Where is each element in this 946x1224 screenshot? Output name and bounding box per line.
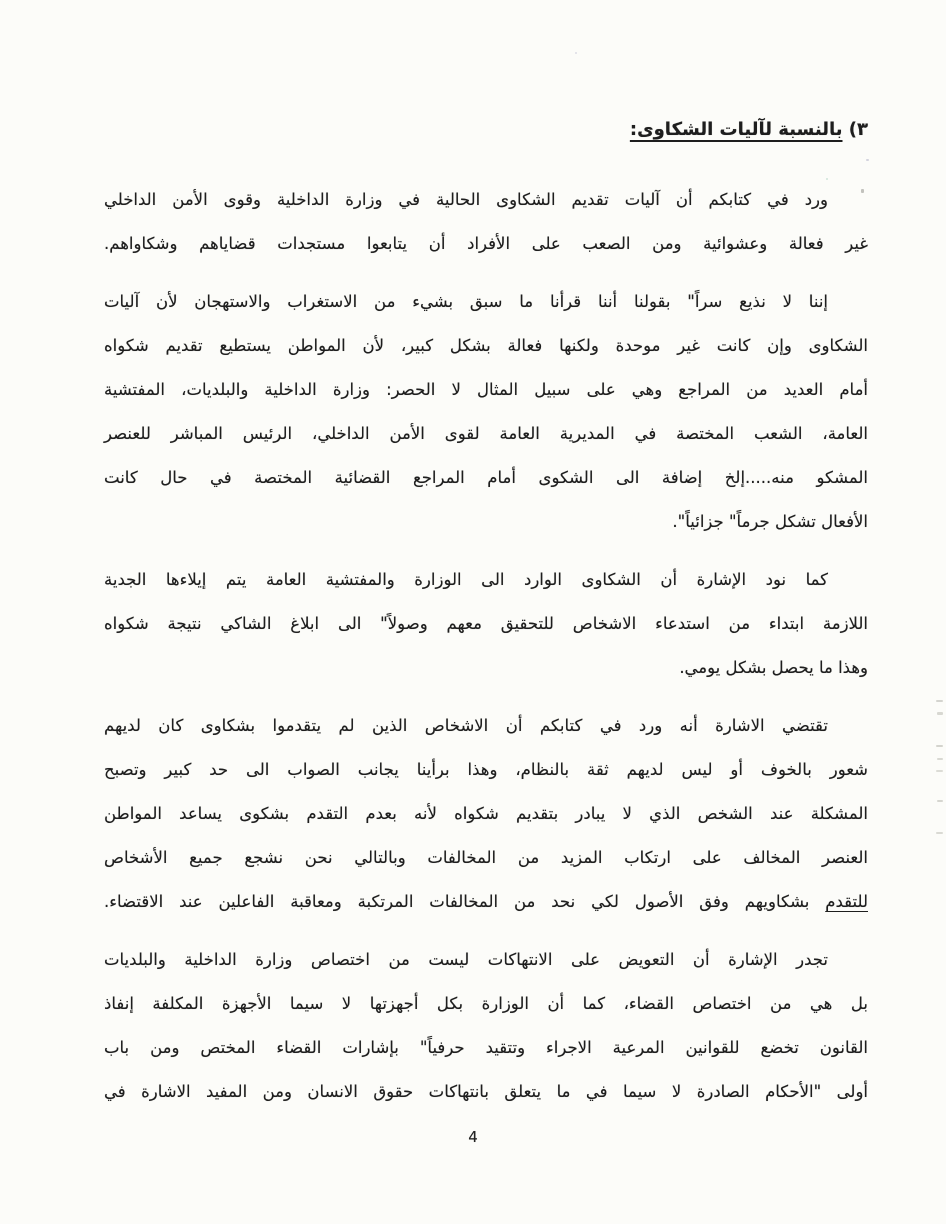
- text-line: [104, 880, 868, 924]
- text-line: [104, 178, 868, 222]
- text-line: [104, 602, 868, 646]
- line-text: بشكاويهم وفق الأصول لكي نحد من المخالفات المرتكبة ومعاقبة الفاعلين عند الاقتضاء.: [104, 892, 826, 911]
- paragraph: [104, 558, 868, 690]
- text-line: [104, 792, 868, 836]
- line-text: غير فعالة وعشوائية ومن الصعب على الأفراد أن يتابعوا مستجدات قضاياهم وشكاواهم.: [104, 234, 868, 253]
- scan-artifact: [936, 745, 943, 747]
- scan-artifact: [936, 770, 943, 772]
- line-text: الأفعال تشكل جرماً" جزائياً".: [672, 512, 868, 531]
- line-text: تقتضي الاشارة أنه ورد في كتابكم أن الاشخاص الذين لم يتقدموا بشكاوى كان لديهم: [104, 716, 828, 735]
- line-text: أولى "الأحكام الصادرة لا سيما في ما يتعلق بانتهاكات حقوق الانسان ومن المفيد الاشارة في: [104, 1082, 868, 1101]
- line-text: العنصر المخالف على ارتكاب المزيد من المخالفات وبالتالي نحن نشجع جميع الأشخاص: [104, 848, 868, 867]
- line-text: اللازمة ابتداء من استدعاء الاشخاص للتحقيق معهم وصولاً" الى ابلاغ الشاكي نتيجة شكواه: [104, 614, 868, 633]
- scan-artifact: [937, 712, 943, 715]
- line-text: العامة، الشعب المختصة في المديرية العامة لقوى الأمن الداخلي، الرئيس المباشر للعنصر: [104, 424, 868, 443]
- text-line: [104, 748, 868, 792]
- scan-artifact: [936, 700, 943, 702]
- text-line: [104, 938, 868, 982]
- text-line: [104, 982, 868, 1026]
- underlined-text: للتقدم: [825, 892, 868, 911]
- paragraph: [104, 938, 868, 1114]
- section-heading: [104, 116, 868, 144]
- line-text: ورد في كتابكم أن آليات تقديم الشكاوى الحالية في وزارة الداخلية وقوى الأمن الداخلي: [104, 190, 828, 209]
- text-line: [104, 324, 868, 368]
- text-line: [104, 500, 868, 544]
- heading-title: بالنسبة لآليات الشكاوى:: [629, 119, 843, 140]
- line-text: القانون تخضع للقوانين المرعية الاجراء وتتقيد حرفياً" بإشارات القضاء المختص ومن باب: [104, 1038, 868, 1057]
- text-line: [104, 704, 868, 748]
- text-line: [104, 456, 868, 500]
- line-text: أمام العديد من المراجع وهي على سبيل المثال لا الحصر: وزارة الداخلية والبلديات، المفتشية: [104, 380, 868, 399]
- text-line: [104, 280, 868, 324]
- line-text: تجدر الإشارة أن التعويض على الانتهاكات ليست من اختصاص وزارة الداخلية والبلديات: [104, 950, 828, 969]
- scan-speck: [575, 52, 577, 54]
- line-text: الشكاوى وإن كانت غير موحدة ولكنها فعالة بشكل كبير، لأن المواطن يستطيع تقديم شكواه: [104, 336, 868, 355]
- paragraph: [104, 704, 868, 924]
- document-body: [104, 178, 868, 1114]
- line-text: شعور بالخوف أو ليس لديهم ثقة بالنظام، وهذا برأينا يجانب الصواب الى حد كبير وتصبح: [104, 760, 868, 779]
- scan-artifact: [936, 832, 943, 834]
- text-line: [104, 1026, 868, 1070]
- text-line: [104, 222, 868, 266]
- scan-speck: [861, 189, 864, 193]
- page-number: 4: [468, 1128, 478, 1146]
- paragraph: [104, 178, 868, 266]
- line-text: المشكلة عند الشخص الذي لا يبادر بتقديم شكواه لأنه بعدم التقدم بشكوى يساعد المواطن: [104, 804, 868, 823]
- text-line: [104, 1070, 868, 1114]
- scan-artifact: [937, 758, 943, 760]
- line-text: كما نود الإشارة أن الشكاوى الوارد الى الوزارة والمفتشية العامة يتم إيلاءها الجدية: [104, 570, 828, 589]
- line-text: وهذا ما يحصل بشكل يومي.: [679, 658, 868, 677]
- scan-speck: [866, 159, 869, 161]
- heading-number: ٣): [842, 119, 868, 140]
- line-text: بل هي من اختصاص القضاء، كما أن الوزارة بكل أجهزتها لا سيما الأجهزة المكلفة إنفاذ: [104, 994, 868, 1013]
- text-line: [104, 368, 868, 412]
- text-line: [104, 836, 868, 880]
- scan-speck: [826, 178, 828, 180]
- page-content: [104, 116, 868, 1128]
- scan-artifact: [937, 800, 943, 802]
- line-text: المشكو منه.....إلخ إضافة الى الشكوى أمام المراجع القضائية المختصة في حال كانت: [104, 468, 868, 487]
- text-line: [104, 558, 868, 602]
- text-line: [104, 412, 868, 456]
- paragraph: [104, 280, 868, 544]
- text-line: [104, 646, 868, 690]
- line-text: إننا لا نذيع سراً" بقولنا أننا قرأنا ما سبق بشيء من الاستغراب والاستهجان لأن آليات: [104, 292, 828, 311]
